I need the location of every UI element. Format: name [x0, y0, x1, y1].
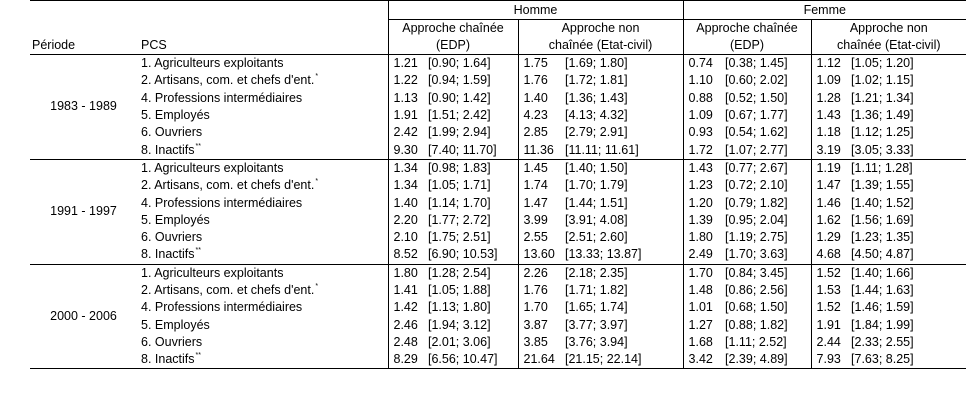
h-edp-ci-cell: [2.01; 3.06] [428, 334, 491, 349]
f-edp-cell: 1.39 [683, 212, 723, 229]
f-ec-cell: 1.52 [811, 264, 849, 282]
h-edp-ci-cell: [1.05; 1.71] [428, 178, 491, 193]
header-h-nonchained-2: chaînée (Etat-civil) [518, 37, 683, 55]
pcs-cell [137, 264, 388, 282]
f-ec-ci-cell: [1.36; 1.49] [851, 108, 914, 123]
table-row [30, 212, 966, 229]
pcs-label: 1. Agriculteurs exploitants [141, 56, 284, 71]
pcs-label: 8. Inactifs [141, 352, 195, 367]
pcs-label: 4. Professions intermédiaires [141, 300, 303, 315]
pcs-label: 5. Employés [141, 212, 210, 227]
h-ec-ci-cell: [4.13; 4.32] [565, 108, 628, 123]
f-edp-cell: 1.01 [683, 299, 723, 316]
f-ec-cell: 1.52 [811, 299, 849, 316]
pcs-cell [137, 141, 388, 159]
h-ec-cell: 11.36 [518, 141, 563, 159]
f-ec-cell: 1.91 [811, 316, 849, 333]
f-ec-cell: 7.93 [811, 351, 849, 369]
h-ec-cell: 2.26 [518, 264, 563, 282]
f-edp-cell: 1.48 [683, 282, 723, 299]
f-edp-ci-cell: [0.77; 2.67] [723, 159, 811, 177]
f-edp-ci-cell: [0.52; 1.50] [725, 90, 788, 105]
h-ec-cell: 2.85 [518, 124, 563, 141]
f-edp-cell: 1.80 [683, 229, 723, 246]
f-edp-cell: 0.74 [683, 55, 723, 73]
pcs-cell [137, 159, 388, 177]
h-ec-cell: 1.45 [518, 159, 563, 177]
h-edp-ci-cell: [0.90; 1.42] [428, 90, 491, 105]
h-ec-cell: 3.87 [518, 316, 563, 333]
f-ec-ci-cell: [1.05; 1.20] [849, 55, 966, 73]
pcs-cell [137, 55, 388, 73]
h-edp-cell: 9.30 [388, 141, 426, 159]
f-ec-cell: 1.28 [811, 90, 849, 107]
table-row [30, 141, 966, 159]
pcs-cell [137, 229, 388, 246]
pcs-label: 6. Ouvriers [141, 230, 203, 245]
table-row [30, 124, 966, 141]
pcs-label: 4. Professions intermédiaires [141, 195, 303, 210]
table-row [30, 229, 966, 246]
table-row [30, 194, 966, 211]
table-row [30, 299, 966, 316]
table-row [30, 55, 966, 73]
f-edp-cell: 0.88 [683, 90, 723, 107]
header-f-nonchained-2: chaînée (Etat-civil) [811, 37, 966, 55]
h-edp-cell: 8.29 [388, 351, 426, 369]
pcs-label: 6. Ouvriers [141, 125, 203, 140]
h-ec-cell: 1.74 [518, 177, 563, 194]
table-row [30, 159, 966, 177]
pcs-label: 6. Ouvriers [141, 334, 203, 349]
footnote-marker: * [315, 178, 319, 186]
f-edp-ci-cell: [1.19; 2.75] [725, 230, 788, 245]
f-ec-ci-cell: [1.56; 1.69] [851, 212, 914, 227]
period-label: 1983 - 1989 [30, 55, 137, 160]
h-edp-ci-cell: [0.90; 1.64] [426, 55, 518, 73]
f-edp-ci-cell: [0.38; 1.45] [723, 55, 811, 73]
pcs-label: 2. Artisans, com. et chefs d'ent. [141, 283, 315, 297]
f-edp-ci-cell: [0.79; 1.82] [725, 195, 788, 210]
pcs-label: 8. Inactifs [141, 142, 195, 157]
h-ec-cell: 13.60 [518, 246, 563, 264]
f-edp-ci-cell: [0.95; 2.04] [725, 212, 788, 227]
f-edp-cell: 3.42 [683, 351, 723, 369]
header-h-chained-2: (EDP) [388, 37, 518, 55]
f-edp-cell: 1.72 [683, 141, 723, 159]
h-edp-cell: 1.41 [388, 282, 426, 299]
h-ec-cell: 1.47 [518, 194, 563, 211]
h-edp-cell: 1.40 [388, 194, 426, 211]
table-row [30, 264, 966, 282]
table-row [30, 107, 966, 124]
pcs-cell [137, 177, 388, 194]
h-edp-ci-cell: [1.28; 2.54] [426, 264, 518, 282]
f-edp-ci-cell: [0.72; 2.10] [725, 178, 788, 193]
table-body [30, 55, 966, 369]
h-edp-ci-cell: [7.40; 11.70] [428, 142, 497, 157]
f-ec-cell: 1.62 [811, 212, 849, 229]
pcs-label: 8. Inactifs [141, 247, 195, 262]
h-ec-cell: 21.64 [518, 351, 563, 369]
pcs-cell [137, 72, 388, 89]
pcs-cell [137, 212, 388, 229]
f-ec-ci-cell: [7.63; 8.25] [849, 351, 966, 369]
h-ec-ci-cell: [1.65; 1.74] [565, 300, 628, 315]
h-ec-ci-cell: [1.36; 1.43] [565, 90, 628, 105]
h-edp-ci-cell: [1.94; 3.12] [428, 317, 491, 332]
header-f-chained-2: (EDP) [683, 37, 811, 55]
pcs-cell [137, 334, 388, 351]
f-ec-ci-cell: [1.44; 1.63] [851, 283, 914, 297]
footnote-marker: ** [195, 352, 201, 360]
table-row [30, 72, 966, 89]
pcs-cell [137, 316, 388, 333]
results-table [30, 0, 966, 369]
h-edp-cell: 2.48 [388, 334, 426, 351]
period-label: 1991 - 1997 [30, 159, 137, 264]
table-row [30, 177, 966, 194]
h-edp-ci-cell: [1.05; 1.88] [428, 283, 491, 297]
f-ec-cell: 1.29 [811, 229, 849, 246]
f-edp-cell: 1.27 [683, 316, 723, 333]
pcs-cell [137, 299, 388, 316]
f-ec-ci-cell: [1.40; 1.66] [849, 264, 966, 282]
h-ec-cell: 4.23 [518, 107, 563, 124]
f-edp-cell: 2.49 [683, 246, 723, 264]
h-edp-cell: 1.91 [388, 107, 426, 124]
table-row [30, 90, 966, 107]
f-edp-ci-cell: [1.11; 2.52] [725, 334, 787, 349]
h-ec-ci-cell: [11.11; 11.61] [565, 142, 639, 157]
h-ec-cell: 1.70 [518, 299, 563, 316]
h-ec-cell: 1.76 [518, 282, 563, 299]
h-edp-ci-cell: [0.98; 1.83] [426, 159, 518, 177]
f-ec-ci-cell: [1.12; 1.25] [851, 125, 914, 140]
f-edp-ci-cell: [1.70; 3.63] [725, 247, 788, 262]
pcs-cell [137, 351, 388, 369]
h-edp-ci-cell: [1.14; 1.70] [428, 195, 491, 210]
h-ec-cell: 1.75 [518, 55, 563, 73]
h-edp-cell: 1.22 [388, 72, 426, 89]
table-row [30, 282, 966, 299]
f-ec-ci-cell: [1.46; 1.59] [851, 300, 914, 315]
h-ec-ci-cell: [2.79; 2.91] [565, 125, 628, 140]
h-ec-ci-cell: [1.72; 1.81] [565, 73, 628, 88]
footnote-marker: * [315, 283, 319, 290]
pcs-cell [137, 124, 388, 141]
f-ec-cell: 3.19 [811, 141, 849, 159]
table-row [30, 351, 966, 369]
pcs-label: 5. Employés [141, 108, 210, 123]
h-ec-ci-cell: [1.40; 1.50] [563, 159, 683, 177]
f-ec-ci-cell: [1.40; 1.52] [851, 195, 914, 210]
table-row [30, 246, 966, 264]
f-edp-ci-cell: [1.07; 2.77] [725, 142, 788, 157]
pcs-label: 2. Artisans, com. et chefs d'ent. [141, 178, 315, 193]
footnote-marker: * [315, 73, 319, 81]
f-edp-ci-cell: [2.39; 4.89] [723, 351, 811, 369]
f-ec-ci-cell: [1.23; 1.35] [851, 230, 914, 245]
h-ec-ci-cell: [3.76; 3.94] [565, 334, 628, 349]
f-ec-cell: 1.53 [811, 282, 849, 299]
h-ec-ci-cell: [21.15; 22.14] [563, 351, 683, 369]
h-ec-ci-cell: [3.91; 4.08] [565, 212, 628, 227]
f-edp-cell: 1.70 [683, 264, 723, 282]
pcs-cell [137, 194, 388, 211]
h-ec-ci-cell: [2.51; 2.60] [565, 230, 628, 245]
h-edp-ci-cell: [0.94; 1.59] [428, 73, 491, 88]
f-ec-ci-cell: [1.11; 1.28] [849, 159, 966, 177]
h-edp-ci-cell: [1.13; 1.80] [428, 300, 491, 315]
h-edp-ci-cell: [1.75; 2.51] [428, 230, 491, 245]
f-ec-cell: 1.19 [811, 159, 849, 177]
footnote-marker: ** [195, 247, 201, 255]
h-edp-ci-cell: [6.56; 10.47] [426, 351, 518, 369]
header-h-nonchained-1: Approche non [518, 20, 683, 38]
header-femme: Femme [683, 1, 966, 20]
footnote-marker: ** [195, 142, 201, 150]
pcs-label: 1. Agriculteurs exploitants [141, 265, 284, 280]
h-edp-cell: 2.42 [388, 124, 426, 141]
f-edp-ci-cell: [0.88; 1.82] [725, 317, 788, 332]
header-homme: Homme [388, 1, 683, 20]
pcs-label: 5. Employés [141, 317, 210, 332]
f-ec-cell: 1.43 [811, 107, 849, 124]
h-edp-ci-cell: [6.90; 10.53] [428, 247, 498, 262]
f-edp-cell: 1.68 [683, 334, 723, 351]
header-pcs: PCS [141, 38, 167, 52]
f-ec-cell: 1.46 [811, 194, 849, 211]
h-ec-ci-cell: [2.18; 2.35] [563, 264, 683, 282]
h-edp-ci-cell: [1.99; 2.94] [428, 125, 491, 140]
table-row [30, 334, 966, 351]
pcs-label: 1. Agriculteurs exploitants [141, 160, 284, 175]
h-edp-cell: 1.34 [388, 177, 426, 194]
pcs-cell [137, 90, 388, 107]
h-ec-ci-cell: [1.71; 1.82] [565, 283, 628, 297]
header-periode: Période [32, 38, 76, 52]
f-edp-ci-cell: [0.60; 2.02] [725, 73, 788, 88]
h-edp-cell: 1.13 [388, 90, 426, 107]
pcs-label: 4. Professions intermédiaires [141, 90, 303, 105]
f-edp-cell: 1.09 [683, 107, 723, 124]
f-edp-ci-cell: [0.68; 1.50] [725, 300, 788, 315]
h-ec-ci-cell: [1.44; 1.51] [565, 195, 628, 210]
f-ec-ci-cell: [3.05; 3.33] [851, 142, 914, 157]
h-ec-ci-cell: [1.70; 1.79] [565, 178, 628, 193]
f-ec-ci-cell: [1.02; 1.15] [851, 73, 914, 88]
h-ec-cell: 2.55 [518, 229, 563, 246]
f-ec-ci-cell: [1.21; 1.34] [851, 90, 914, 105]
h-ec-ci-cell: [13.33; 13.87] [565, 247, 642, 262]
f-ec-cell: 1.09 [811, 72, 849, 89]
f-ec-cell: 2.44 [811, 334, 849, 351]
h-edp-ci-cell: [1.51; 2.42] [428, 108, 491, 123]
period-label: 2000 - 2006 [30, 264, 137, 369]
pcs-cell [137, 282, 388, 299]
h-ec-cell: 1.76 [518, 72, 563, 89]
h-edp-cell: 1.80 [388, 264, 426, 282]
f-edp-ci-cell: [0.67; 1.77] [725, 108, 788, 123]
f-edp-cell: 0.93 [683, 124, 723, 141]
f-edp-cell: 1.43 [683, 159, 723, 177]
f-ec-ci-cell: [2.33; 2.55] [851, 334, 914, 349]
pcs-cell [137, 107, 388, 124]
header-f-nonchained-1: Approche non [811, 20, 966, 38]
f-edp-cell: 1.23 [683, 177, 723, 194]
h-ec-cell: 1.40 [518, 90, 563, 107]
h-edp-cell: 8.52 [388, 246, 426, 264]
f-edp-cell: 1.10 [683, 72, 723, 89]
h-ec-cell: 3.85 [518, 334, 563, 351]
header-f-chained-1: Approche chaînée [683, 20, 811, 38]
f-ec-cell: 1.18 [811, 124, 849, 141]
f-ec-cell: 4.68 [811, 246, 849, 264]
f-ec-cell: 1.12 [811, 55, 849, 73]
pcs-label: 2. Artisans, com. et chefs d'ent. [141, 73, 315, 88]
h-edp-cell: 2.10 [388, 229, 426, 246]
h-edp-cell: 1.42 [388, 299, 426, 316]
f-edp-ci-cell: [0.84; 3.45] [723, 264, 811, 282]
f-ec-ci-cell: [1.39; 1.55] [851, 178, 914, 193]
table-row [30, 316, 966, 333]
h-edp-cell: 2.46 [388, 316, 426, 333]
h-edp-ci-cell: [1.77; 2.72] [428, 212, 491, 227]
pcs-cell [137, 246, 388, 264]
header-h-chained-1: Approche chaînée [388, 20, 518, 38]
h-ec-cell: 3.99 [518, 212, 563, 229]
h-ec-ci-cell: [1.69; 1.80] [563, 55, 683, 73]
f-ec-ci-cell: [4.50; 4.87] [851, 247, 914, 262]
f-edp-cell: 1.20 [683, 194, 723, 211]
f-edp-ci-cell: [0.86; 2.56] [725, 283, 788, 297]
h-edp-cell: 2.20 [388, 212, 426, 229]
f-edp-ci-cell: [0.54; 1.62] [725, 125, 788, 140]
h-edp-cell: 1.21 [388, 55, 426, 73]
h-ec-ci-cell: [3.77; 3.97] [565, 317, 628, 332]
f-ec-ci-cell: [1.84; 1.99] [851, 317, 914, 332]
corner-cell [30, 1, 388, 20]
h-edp-cell: 1.34 [388, 159, 426, 177]
f-ec-cell: 1.47 [811, 177, 849, 194]
